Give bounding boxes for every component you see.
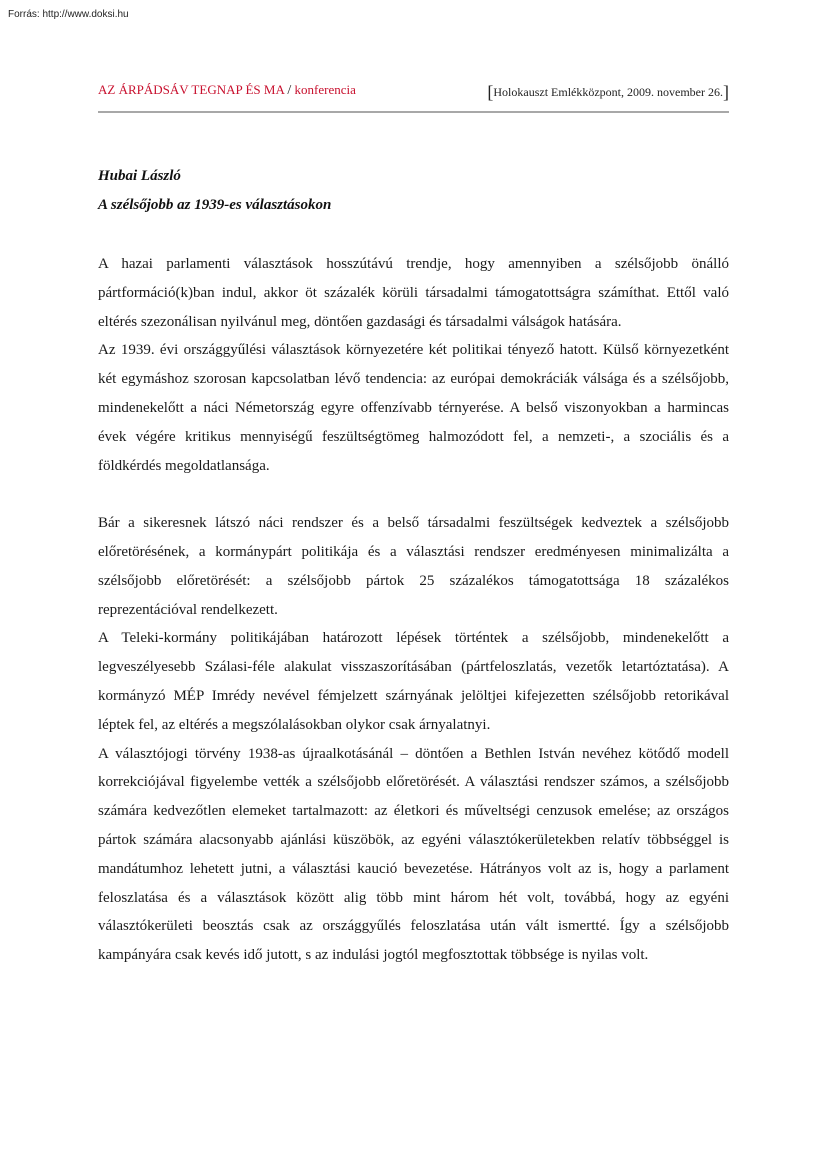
paragraph: A hazai parlamenti választások hosszútávú trendje, hogy amennyiben a szélsőjobb önálló pártformáció(k)ban indul, akkor öt százalék körüli társadalmi támogatottságra számíthat. Ettől való eltérés szezonálisan nyilvánul meg, döntően gazdasági és társadalmi válságok hatására.: [98, 256, 729, 330]
series-title: AZ ÁRPÁDSÁV TEGNAP ÉS MA: [98, 82, 285, 97]
series-heading: [98, 82, 356, 99]
source-label: Forrás: http://www.doksi.hu: [8, 9, 129, 20]
event-info: [487, 82, 729, 103]
bracket-open: [: [487, 82, 494, 102]
author-name: Hubai László: [98, 168, 181, 184]
paragraph: A választójogi törvény 1938-as újraalkotásánál – döntően a Bethlen István nevéhez kötődő modell korrekciójával figyelembe vették a szélsőjobb előretörését. A választási rendszer számos, a szélsőjobb számára kedvezőtlen elemeket tartalmazott: az életkori és műveltségi cenzusok emelése; az országos pártok számára alacsonyabb ajánlási küszöbök, az egyéni választókerületekben relatív többséggel is mandátumhoz lehetett jutni, a választási kaució bevezetése. Hátrányos volt az is, hogy a parlament feloszlatása és a választások között alig több mint három hét volt, továbbá, hogy az egyéni választókerületi beosztás csak az országgyűlés feloszlatása után vált ismertté. Így a szélsőjobb kampányára csak kevés idő jutott, s az indulási jogtól megfosztottak többsége is nyilas volt.: [98, 745, 729, 964]
series-subtitle: konferencia: [294, 82, 356, 97]
paragraph: Az 1939. évi országgyűlési választások környezetére két politikai tényező hatott. Külső környezetként két egymáshoz szorosan kapcsolatban lévő tendencia: az európai demokráciák válsága és a szélsőjobb, mindenekelőtt a náci Németország egyre offenzívabb térnyerése. A belső viszonyokban a harmincas évek végére kritikus mennyiségű feszültségtömeg halmozódott fel, a nemzeti-, a szociális és a földkérdés megoldatlansága.: [98, 342, 729, 474]
article-title: A szélsőjobb az 1939-es választásokon: [98, 197, 332, 213]
header-divider: [98, 111, 729, 113]
event-info-text: Holokauszt Emlékközpont, 2009. november 26.: [493, 85, 723, 99]
page-header: [98, 78, 729, 102]
bracket-close: ]: [723, 82, 729, 102]
paragraph: A Teleki-kormány politikájában határozott lépések történtek a szélsőjobb, mindenekelőtt a legveszélyesebb Szálasi-féle alakulat visszaszorításában (pártfeloszlatás, vezetők letartóztatása). A kormányzó MÉP Imrédy nevével fémjelzett szárnyának jelöltjei kifejezetten szélsőjobb retorikával léptek fel, az eltérés a megszólalásokban olykor csak árnyalatnyi.: [98, 630, 729, 733]
article-body: [98, 250, 729, 970]
series-separator: /: [287, 83, 292, 98]
paragraph: Bár a sikeresnek látszó náci rendszer és a belső társadalmi feszültségek kedveztek a szélsőjobb előretörésének, a kormánypárt politikája és a választási rendszer eredményesen minimalizálta a szélsőjobb előretörését: a szélsőjobb pártok 25 százalékos támogatottsága 18 százalékos reprezentációval rendelkezett.: [98, 515, 729, 618]
